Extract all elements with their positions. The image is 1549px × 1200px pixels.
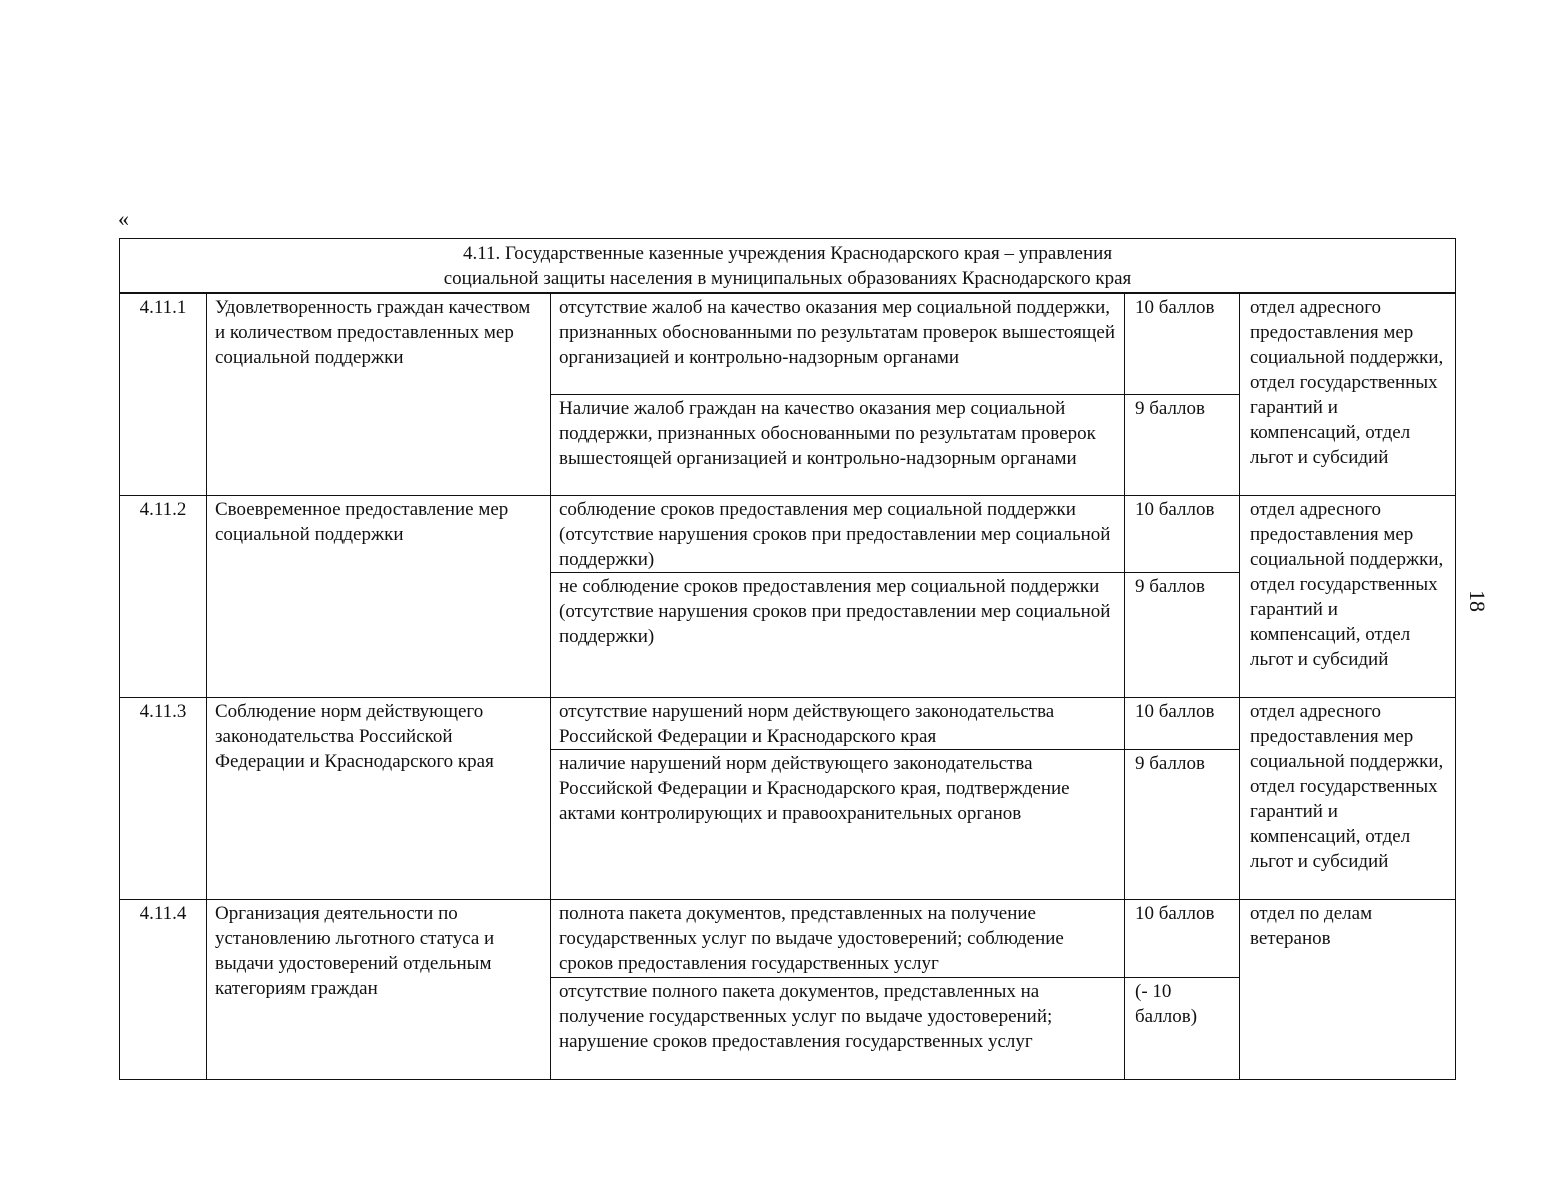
row-number: 4.11.2 (120, 495, 207, 697)
responsible-cell: отдел адресного предоставления мер социальной поддержки, отдел государственных гарантий и компенсаций, отдел льгот и субсидий (1240, 697, 1456, 899)
criterion-cell: отсутствие нарушений норм действующего законодательства Российской Федерации и Краснодарского края (551, 697, 1125, 749)
section-heading (120, 239, 1456, 294)
criterion-cell: полнота пакета документов, представленных на получение государственных услуг по выдаче удостоверений; соблюдение сроков предоставления государственных услуг (551, 899, 1125, 977)
indicator-cell: Своевременное предоставление мер социальной поддержки (207, 495, 551, 697)
score-cell: 9 баллов (1125, 749, 1240, 899)
criterion-cell: отсутствие жалоб на качество оказания мер социальной поддержки, признанных обоснованными по результатам проверок вышестоящей организацией и контрольно-надзорным органами (551, 293, 1125, 394)
table-row (120, 293, 1456, 394)
criterion-cell: соблюдение сроков предоставления мер социальной поддержки (отсутствие нарушения сроков при предоставлении мер социальной поддержки) (551, 495, 1125, 572)
criterion-cell: отсутствие полного пакета документов, представленных на получение государственных услуг по выдаче удостоверений; нарушение сроков предоставления государственных услуг (551, 977, 1125, 1079)
criterion-cell: наличие нарушений норм действующего законодательства Российской Федерации и Краснодарского края, подтверждение актами контролирующих и правоохранительных органов (551, 749, 1125, 899)
page-number: 18 (1465, 590, 1490, 612)
indicator-cell: Организация деятельности по установлению льготного статуса и выдачи удостоверений отдельным категориям граждан (207, 899, 551, 1079)
criterion-cell: Наличие жалоб граждан на качество оказания мер социальной поддержки, признанных обоснованными по результатам проверок вышестоящей организацией и контрольно-надзорным органами (551, 394, 1125, 495)
criterion-cell: не соблюдение сроков предоставления мер социальной поддержки (отсутствие нарушения сроков при предоставлении мер социальной поддержки) (551, 572, 1125, 697)
responsible-cell: отдел адресного предоставления мер социальной поддержки, отдел государственных гарантий и компенсаций, отдел льгот и субсидий (1240, 293, 1456, 495)
score-cell: 9 баллов (1125, 394, 1240, 495)
opening-quote-mark: « (118, 206, 129, 231)
section-heading-row (120, 239, 1456, 294)
criteria-table (119, 238, 1456, 1080)
score-cell: 10 баллов (1125, 293, 1240, 394)
score-cell: 10 баллов (1125, 495, 1240, 572)
score-cell: 9 баллов (1125, 572, 1240, 697)
table-row (120, 899, 1456, 977)
score-cell: (- 10 баллов) (1125, 977, 1240, 1079)
table-row (120, 495, 1456, 572)
indicator-cell: Соблюдение норм действующего законодательства Российской Федерации и Краснодарского края (207, 697, 551, 899)
score-cell: 10 баллов (1125, 899, 1240, 977)
responsible-cell: отдел адресного предоставления мер социальной поддержки, отдел государственных гарантий и компенсаций, отдел льгот и субсидий (1240, 495, 1456, 697)
responsible-cell: отдел по делам ветеранов (1240, 899, 1456, 1079)
table-row (120, 697, 1456, 749)
row-number: 4.11.1 (120, 293, 207, 495)
score-cell: 10 баллов (1125, 697, 1240, 749)
row-number: 4.11.4 (120, 899, 207, 1079)
row-number: 4.11.3 (120, 697, 207, 899)
section-heading-line: социальной защиты населения в муниципальных образованиях Краснодарского края (443, 268, 1132, 289)
section-heading-line: 4.11. Государственные казенные учреждения Краснодарского края – управления (462, 243, 1113, 264)
indicator-cell: Удовлетворенность граждан качеством и количеством предоставленных мер социальной поддержки (207, 293, 551, 495)
